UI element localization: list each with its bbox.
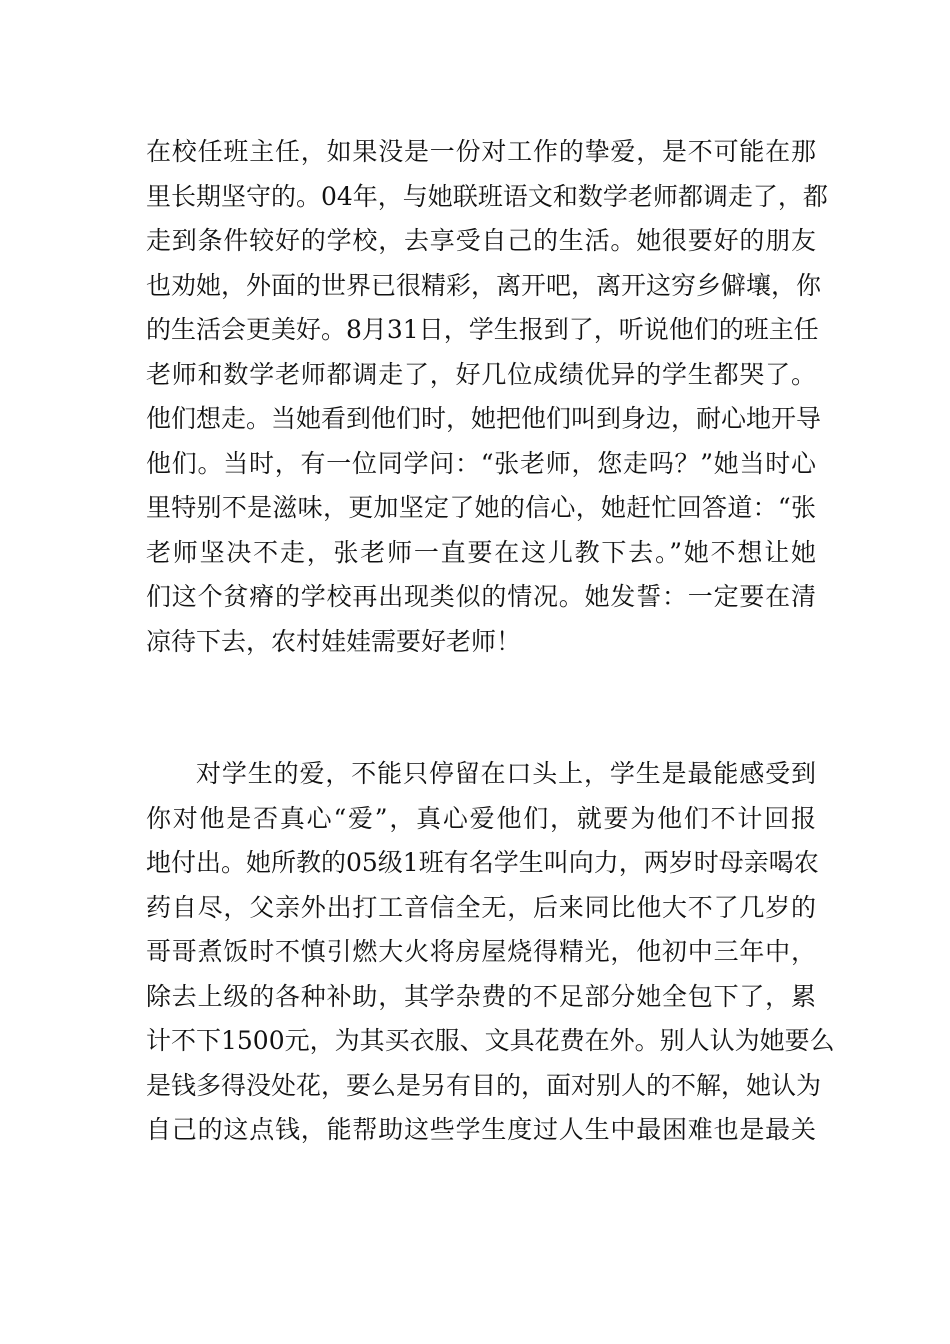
- text-line: 你对他是否真心“爱”，真心爱他们，就要为他们不计回报: [146, 803, 816, 833]
- text-line: 在校任班主任，如果没是一份对工作的挚爱，是不可能在那: [146, 137, 816, 166]
- text-line: 哥哥煮饭时不慎引燃大火将房屋烧得精光，他初中三年中，: [146, 937, 816, 966]
- text-line: 也劝她，外面的世界已很精彩，离开吧，离开这穷乡僻壤，你: [146, 270, 822, 300]
- text-line: 对学生的爱，不能只停留在口头上，学生是最能感受到: [196, 759, 816, 788]
- text-line: 除去上级的各种补助，其学杂费的不足部分她全包下了，累: [146, 981, 816, 1011]
- text-line: 的生活会更美好。8月31日，学生报到了，听说他们的班主任: [146, 315, 819, 344]
- text-line: 走到条件较好的学校，去享受自己的生活。她很要好的朋友: [146, 226, 816, 255]
- paragraph-2: [146, 752, 835, 1153]
- text-line: 他们想走。当她看到他们时，她把他们叫到身边，耐心地开导: [146, 404, 822, 433]
- text-line: 自己的这点钱，能帮助这些学生度过人生中最困难也是最关: [146, 1115, 816, 1144]
- text-line: 药自尽，父亲外出打工音信全无，后来同比他大不了几岁的: [146, 892, 816, 922]
- text-line: 凉待下去，农村娃娃需要好老师！: [146, 626, 522, 656]
- text-line: 他们。当时，有一位同学问：“张老师，您走吗？”她当时心: [146, 448, 816, 478]
- text-line: 老师坚决不走，张老师一直要在这儿教下去。”她不想让她: [146, 537, 816, 567]
- paragraph-1: [146, 130, 828, 664]
- text-line: 老师和数学老师都调走了，好几位成绩优异的学生都哭了。: [146, 359, 816, 389]
- text-line: 计不下1500元，为其买衣服、文具花费在外。别人认为她要么: [146, 1026, 835, 1055]
- text-line: 地付出。她所教的05级1班有名学生叫向力，两岁时母亲喝农: [146, 848, 819, 877]
- text-line: 们这个贫瘠的学校再出现类似的情况。她发誓：一定要在清: [146, 582, 816, 611]
- text-line: 是钱多得没处花，要么是另有目的，面对别人的不解，她认为: [146, 1070, 822, 1100]
- text-line: 里长期坚守的。04年，与她联班语文和数学老师都调走了，都: [146, 181, 828, 211]
- text-line: 里特别不是滋味，更加坚定了她的信心，她赶忙回答道：“张: [146, 493, 816, 522]
